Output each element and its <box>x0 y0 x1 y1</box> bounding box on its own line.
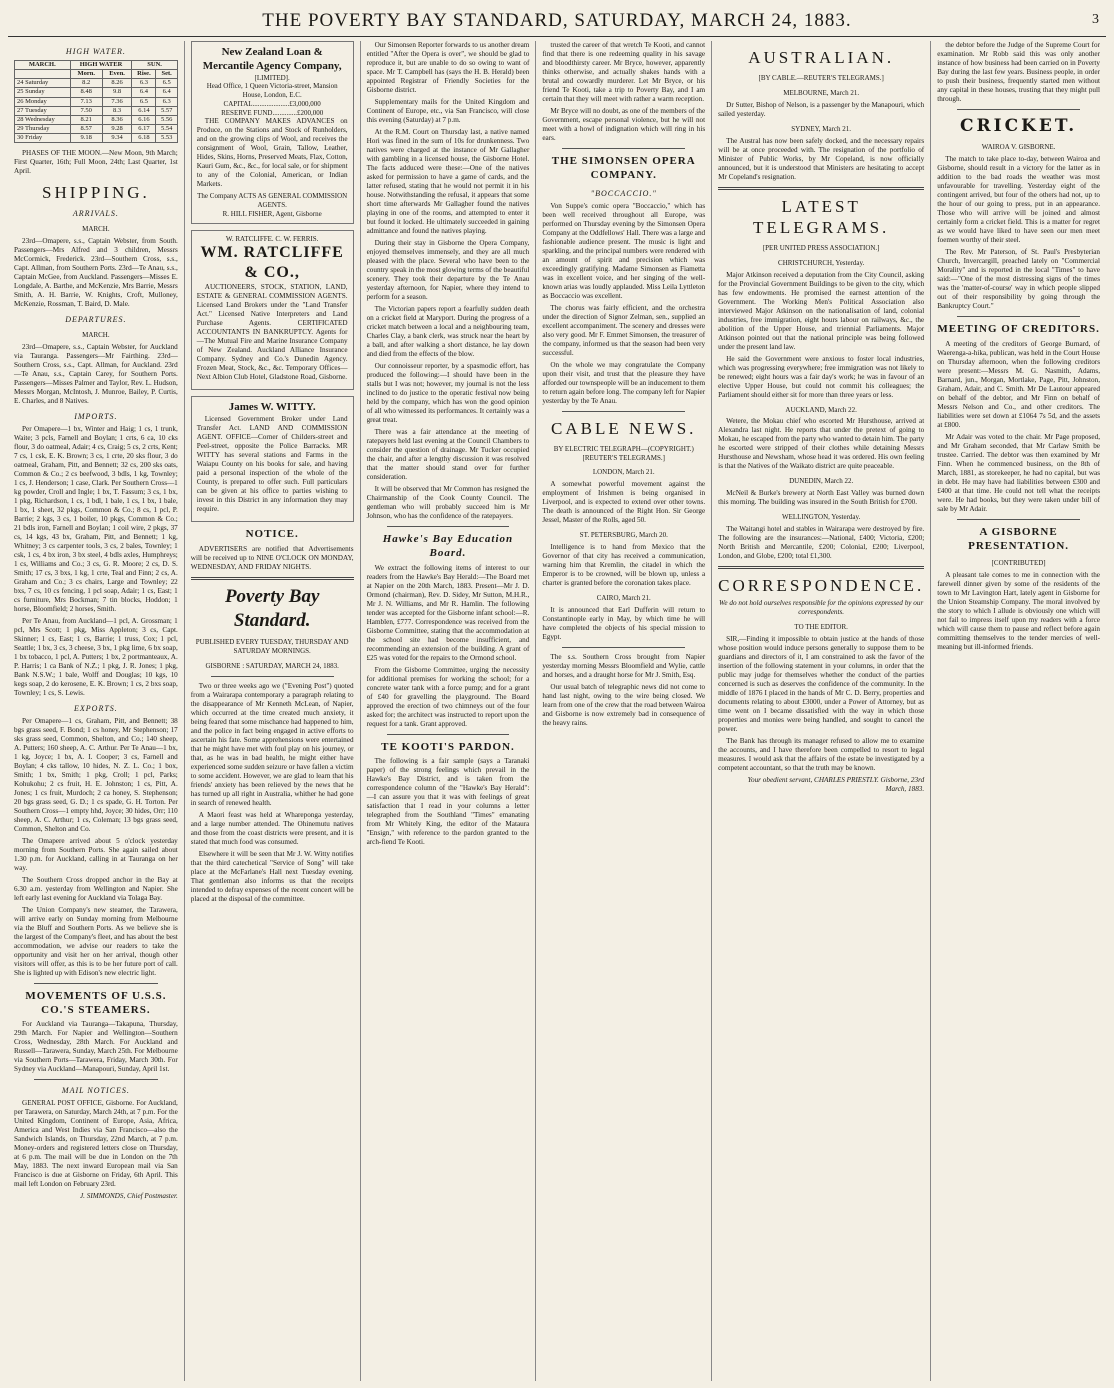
tide-col-header: SUN. <box>132 61 177 70</box>
masthead-title: THE POVERTY BAY STANDARD, SATURDAY, MARCH 24, 1883. <box>262 10 852 31</box>
tide-cell: 6.18 <box>132 134 156 143</box>
double-rule <box>718 187 924 190</box>
notice-body: ADVERTISERS are notified that Advertisements will be received up to NINE O'CLOCK ON MONDAY, WEDNESDAY, AND FRIDAY NIGHTS. <box>190 544 354 571</box>
correspondence-signature: Your obedient servant, CHARLES PRIESTLY. Gisborne, 23rd March, 1883. <box>747 775 925 793</box>
news-para: Supplementary mails for the United Kingdom and Continent of Europe, etc., via San Francisco, will close this evening (Saturday) at 7 p.m. <box>366 98 530 124</box>
arrivals-heading: ARRIVALS. <box>72 209 119 219</box>
page-number: 3 <box>1092 12 1100 27</box>
tide-cell: 8.21 <box>70 115 102 124</box>
dateline-christchurch: CHRISTCHURCH, Yesterday. <box>778 258 865 267</box>
shipping-para-1: The Omapere arrived about 5 o'clock yesterday morning from Southern Ports. She again sailed about 1.30 p.m. for Auckland, calling in at Tauranga on her way. <box>14 836 178 872</box>
imports-text-2: Per Te Anau, from Auckland—1 pcl, A. Grossman; 1 pcl, Mrs Scott; 1 pkg, Miss Appleton; 3 cs, Capt. Skinner; 1 cs, East; 1 cs, Barrie; 1 truss, Cox; 1 pcl, Seattle; 1 bx, 3 cs, 3 cheese, 3 bx, 1 pkg lime, 6 bx soap, 1 bx tobacco, 1 pcl, A. Putters; 1 bx, 2 portmanteaux, A. P. Harris; 1 ca Bank of N.Z.; 1 pkg, J. R. Jones; 1 pkg, Bank N.S.W.; 1 bale, Wolff and Douglas; 10 kgs, 10 kegs soap, 2 do kerosene, E. K. Brown; 1 cs, 2 bxs soap, Townley; 1 cs, S. Lewis. <box>14 616 178 697</box>
advert-subtitle: [LIMITED]. <box>254 73 290 82</box>
presentation-subheading: [CONTRIBUTED] <box>991 559 1046 568</box>
tide-cell: 9.18 <box>70 134 102 143</box>
education-board-text-2: From the Gisborne Committee, urging the necessity for additional premises for working the school; for a concrete water tank with a force pump; and for a grant of £40 for gravelling the playground. The Board approved the erection of two chimneys out of the four asked for; the architect was instructed to report upon the request for a tank. Grant approved. <box>366 665 530 728</box>
correspondence-text: SIR,—Finding it impossible to obtain justice at the hands of those whose position would induce persons generally to suppose them to be guardians and directors of it, I am constrained to ask the favor of the insertion of the following statement in your columns, in order that the public may judge for themselves whether the conduct of the parties concerned is such as deserves the confidence of the community. In the middle of 1876 I placed in the hands of Mr C. D. Berry, properties and documents relating to about £3000, under a Power of Attorney, but as time went on I became dissatisfied with the way in which those properties and monies were being handled, and sought to cancel the power. <box>718 634 925 733</box>
tide-row <box>15 79 178 88</box>
news-para: trusted the career of that wretch Te Kooti, and cannot find that there is one redeeming quality in his savage and bloodthirsty career. Mr Bryce, however, apparently thinks otherwise, and actually shakes hands with a brutal and cowardly murderer. Let Mr Bryce, or his friend Te Kooti, take a trip to Poverty Bay, and I am certain that they will meet with rather a warm reception. <box>542 41 706 103</box>
tide-cell: 6.5 <box>132 97 156 106</box>
column-6 <box>930 41 1106 1381</box>
tide-cell: 6.3 <box>132 79 156 88</box>
column-5 <box>711 41 930 1381</box>
tide-col-header: HIGH WATER <box>70 61 132 70</box>
postmaster-signature: J. SIMMONDS, Chief Postmaster. <box>79 1192 178 1201</box>
news-para: the debtor before the Judge of the Supreme Court for examination. Mr Robb said this was only another instance of how business had been carried on in Poverty Bay during the last few years. Business people, in order to push their business, frequently started men without any capital in these houses, trusting that they might pull through. <box>937 41 1100 103</box>
tide-cell: 24 Saturday <box>15 79 71 88</box>
news-para: The Rev. Mr Paterson, of St. Paul's Presbyterian Church, Invercargill, preached lately on "Commercial Morality" and is reported in the local "Times" to have said:—"One of the most distressing signs of the times was the 'matter-of-course' way in which people slipped out of their responsibility by going through the Bankruptcy Court." <box>937 248 1100 310</box>
opera-heading: THE SIMONSEN OPERA COMPANY. <box>551 155 696 181</box>
tide-cell: 5.57 <box>156 106 177 115</box>
tide-cell: 29 Thursday <box>15 124 71 133</box>
divider <box>562 411 685 412</box>
tide-cell: 9.8 <box>102 88 132 97</box>
kooti-pardon-heading: TE KOOTI'S PARDON. <box>381 740 515 753</box>
dateline-wellington: WELLINGTON, Yesterday. <box>781 513 861 521</box>
arrivals-month: MARCH. <box>82 225 110 234</box>
cairo-text: It is announced that Earl Dufferin will return to Constantinople early in May, by which time he will have completed the objects of his special mission to Egypt. <box>542 605 706 641</box>
dateline-melbourne: MELBOURNE, March 21. <box>783 89 860 97</box>
tide-table <box>14 60 178 143</box>
departures-text: 23rd—Omapere, s.s., Captain Webster, for Auckland via Tauranga. Passengers—Mr Fairthing. 23rd—Southern Cross, s.s., Capt. Allman, for Auckland. 23rd—Te Anau, s.s., Captain Carey, for Southern Ports. Passengers—Misses Palmer and Taylor, Rev. L. Hudson, Messrs Morgan, McIntosh, J. Munroe, Bailey, P. Curtis, E. Charles, and 8 Natives. <box>14 342 178 405</box>
kooti-pardon-text: The following is a fair sample (says a Taranaki paper) of the strong feelings which prevail in the Hawke's Bay District, and is taken from the correspondence column of the "Hawke's Bay Herald":—I can assure you that it was with feelings of great satisfaction that I read in your columns a letter telegraphed from the Southland "Times" emanating from Mr Whitely King, the editor of the Mataura "Ensign," with reference to the pardon granted to the arch-fiend Te Kooti. <box>366 757 530 847</box>
correspondence-note: We do not hold ourselves responsible for the opinions expressed by our correspondents. <box>719 599 924 616</box>
news-para: At the R.M. Court on Thursday last, a native named Hori was fined in the sum of 10s for drunkenness. Two natives were charged at the instance of Mr Gallagher with gambling in a licensed house, the Gisborne Hotel. The facts adduced were these:—One of the natives asked for permission to have a game of cards, and the latter refused, stating that he would not permit it in his house. Notwithstanding the refusal, it appears that some short time afterwards Mr Gallagher found the natives playing in one of the rooms, and attempted to enter it but found it locked. He ultimately succeeded in gaining admittance and found the natives playing. <box>366 128 530 235</box>
tide-subheader: Morn. <box>70 70 102 79</box>
tide-subheader: Set. <box>156 70 177 79</box>
tide-cell: 5.54 <box>156 124 177 133</box>
divider <box>387 526 510 527</box>
tide-cell: 25 Sunday <box>15 88 71 97</box>
shipping-para-3: The Union Company's new steamer, the Tarawera, will arrive early on Sunday morning from Melbourne via the Bluff and Southern Ports. As we believe she is the largest of the Company's fleet, and has about the best accommodation, we advise our readers to take the opportunity and visit her on her arrival, though other visitors will offer, as this is to be her future port of call. She is lighted up with Edison's new electric light. <box>14 905 178 977</box>
dateline-petersburg: ST. PETERSBURG, March 20. <box>579 531 668 539</box>
dunedin-text: McNeil & Burke's brewery at North East Valley was burned down this morning. The building was insured in the South British for £700. <box>718 489 925 506</box>
cricket-heading: CRICKET. <box>959 116 1078 136</box>
advert-body: AUCTIONEERS, STOCK, STATION, LAND, ESTATE & GENERAL COMMISSION AGENTS. Licensed Land Brokers under the "Land Transfer Act." Licensed Native Interpreters and Land Purchase Agents. CERTIFICATED ACCOUNTANTS IN BANKRUPTCY. Agents for—The Mutual Fire and Marine Insurance Company of New Zealand. Auckland Alliance Insurance Company. Sydney and Co.'s Dunedin Agency. Frozen Meat, Stock, &c., &c. Temporary Offices—Next Albion Club Hotel, Gladstone Road, Gisborne. <box>196 283 348 382</box>
tide-cell: 6.4 <box>156 88 177 97</box>
news-para: During their stay in Gisborne the Opera Company, enjoyed themselves immensely, and they are all much pleased with the place. Several who have been to the country speak in the most glowing terms of the beautiful scenery. They took their departure by the Te Anau yesterday afternoon, for Napier, where they intend to perform for a season. <box>366 239 530 301</box>
creditors-text: A meeting of the creditors of George Burnard, of Waerenga-a-hika, publican, was held in the Court House on Thursday afternoon, when the following creditors were present:—Messrs M. G. Nasmith, Adams, Barnard, jun., Morgan, Mortlake, Page, Pitt, Johnston, Graham, Adair, and C. Smith. Mr De Lautour appeared on behalf of the debtor, and Mr Finn on behalf of Messrs Nelson and Co., and other creditors. The liabilities were set down at £1064 7s 5d, and the assets at £800. <box>937 339 1100 429</box>
divider <box>957 316 1080 317</box>
tide-cell: 7.13 <box>70 97 102 106</box>
tide-cell: 6.4 <box>132 88 156 97</box>
advert-office: Head Office, 1 Queen Victoria-street, Mansion House, London, E.C. <box>206 82 338 99</box>
sydney-text: The Austral has now been safely docked, and the necessary repairs will be at once proceeded with. The resignation of the portfolio of Minister of Public Works, by Mr Copeland, is now officially announced, but it is understood that Ministers are hesitating to accept Mr Copeland's resignation. <box>718 136 925 181</box>
news-para: Our connoisseur reporter, by a spasmodic effort, has produced the following:—I should have been in the stalls but I was not; however, my journal is not the less inclined to do justice to the operatic festival now being held by the company, which has won the good opinion of all who witnessed its performances. It certainly was a great treat. <box>366 362 530 424</box>
tide-cell: 5.56 <box>156 115 177 124</box>
tide-subheader <box>15 70 71 79</box>
melbourne-text: Dr Sutter, Bishop of Nelson, is a passenger by the Manapouri, which sailed yesterday. <box>718 100 925 118</box>
australian-subheading: [BY CABLE.—REUTER'S TELEGRAMS.] <box>758 74 884 83</box>
divider <box>387 734 510 735</box>
tide-cell: 8.2 <box>70 79 102 88</box>
news-para: Elsewhere it will be seen that Mr J. W. Witty notifies that the third catechetical "Service of Song" will take place at the McFarlane's Hall next Tuesday evening. That gentleman also informs us that the receipts intended to defray expenses of the recent concert will be placed at the disposal of the committee. <box>190 849 354 903</box>
opera-text: Von Suppe's comic opera "Boccaccio," which has been well received throughout all Europe, was performed on Thursday evening by the Simonsen Opera Company at the Oddfellows' Hall. There was a large and fashionable audience present. The music is light and sparkling, and the principal numbers were rendered with an amount of spirit and precision which was exceedingly gratifying. Madame Simonsen as Fiametta was in excellent voice, and her singing of the well-known arias was loudly applauded. Miss Leila Lyttleton as Boccaccio was excellent. <box>542 201 706 300</box>
news-para: Mr Bryce will no doubt, as one of the members of the Government, escape personal violence, but he will not meet with a howl of indignation which will ring in his ears. <box>542 107 706 142</box>
christchurch-text-2: He said the Government were anxious to foster local industries, which was progressing everywhere; free immigration was not likely to be renewed; eight hours was a fair day's work; he was in favour of an elective Upper House, but could not commit his colleagues; the Parliament should either sit for more than three years or less. <box>718 354 925 399</box>
dateline-london: LONDON, March 21. <box>592 468 655 477</box>
opera-subheading: "BOCCACCIO." <box>590 188 657 198</box>
movements-heading: MOVEMENTS OF U.S.S. CO.'S STEAMERS. <box>25 989 167 1016</box>
column-1 <box>8 41 184 1381</box>
tide-heading: HIGH WATER. <box>65 47 126 56</box>
wellington-text: The Waitangi hotel and stables in Wairarapa were destroyed by fire. The following are the insurances:—National, £400; Victoria, £200; North British and Mercantile, £200; Colonial, £200; Liverpool, London, and Globe, £200; total £1,300. <box>718 524 925 560</box>
column-4 <box>535 41 711 1381</box>
opera-text-3: On the whole we may congratulate the Company upon their visit, and trust that the pleasure they have afforded our townspeople will be an inducement to them to return again before long. The company left for Napier yesterday by the Te Anau. <box>542 360 706 405</box>
christchurch-text: Major Atkinson received a deputation from the City Council, asking for the Provincial Government Buildings to be given to the city, which has few endowments. He promised the earnest attention of the Government. The Working Men's Political Association also interviewed Major Atkinson on the nationalisation of land, colonial industries, free immigration, eight hours labour on railways, &c., the abolition of the Upper House, and triennial Parliaments. Major Atkinson pointed out that the national principle was being followed under the present land law. <box>718 270 925 351</box>
news-para: The s.s. Southern Cross brought from Napier yesterday morning Messrs Bloomfield and Wylie, cattle and horses, and a draught horse for Mr J. Smith, Esq. <box>542 652 706 679</box>
auckland-text: Wetere, the Mokau chief who escorted Mr Hursthouse, arrived at Alexandra last night. He reports that under the pretext of going to Mokau, he escaped from the party who wanted to detain him. The party he escorted were stripped of their clothes while detaining Messrs Hursthouse and Newsham, whose head it was ordered. His own feeling is that the Natives of the Waikato district are quite peaceable. <box>718 417 925 471</box>
double-rule <box>191 577 354 580</box>
australian-heading: AUSTRALIAN. <box>748 48 895 67</box>
tide-col-header: MARCH. <box>15 61 71 70</box>
advert-names: W. RATCLIFFE. C. W. FERRIS. <box>225 234 319 243</box>
tide-cell: 6.5 <box>156 79 177 88</box>
tide-cell: 8.3 <box>102 106 132 115</box>
tide-row <box>15 97 178 106</box>
tide-row <box>15 134 178 143</box>
tide-cell: 27 Tuesday <box>15 106 71 115</box>
advert-agent: R. HILL FISHER, Agent, Gisborne <box>222 209 322 218</box>
presentation-text: A pleasant tale comes to me in connection with the farewell dinner given by some of the residents of the town to Mr Lavington Hart, lately agent in Gisborne for the Union Steamship Company. The moral involved by the story to which I allude is obviously one which will not fail to impress itself upon my readers with a force which will cause them to pause and reflect before again committing themselves to the tender mercies of well-meaning but ill-informed friends. <box>937 571 1100 651</box>
education-board-heading: Hawke's Bay Education Board. <box>382 533 514 559</box>
tide-cell: 30 Friday <box>15 134 71 143</box>
petersburg-text: Intelligence is to hand from Mexico that the Governor of that city has received a communication, warning him that Kremlin, the citadel in which the Emperor is to be crowned, will be blown up, unless a charter is granted before the coronation takes place. <box>542 542 706 587</box>
dateline-sydney: SYDNEY, March 21. <box>791 124 852 133</box>
news-para: Our usual batch of telegraphic news did not come to hand last night, owing to the wire being closed. We learn from one of the crew that the road between Wairoa and Gisborne is now extremely bad in consequence of the heavy rains. <box>542 682 706 727</box>
advert-title: New Zealand Loan & Mercantile Agency Company, <box>202 46 342 72</box>
divider <box>211 676 334 677</box>
divider <box>957 109 1080 110</box>
advert-title: James W. WITTY. <box>228 401 316 414</box>
loan-agency-advert <box>191 41 354 224</box>
dateline: GISBORNE : SATURDAY, MARCH 24, 1883. <box>205 661 339 670</box>
arrivals-text: 23rd—Omapere, s.s., Captain Webster, from South. Passengers—Mrs Alfred and 3 children, Messrs McCormick, Frederick. 23rd—Southern Cross, s.s., Capt. Allman, from Southern Ports. 23rd—Te Anau, s.s., Captain McGee, from Auckland. Passengers—Misses E. Longdale, A. Barthe, and McKenzie, Mrs Barrie, Messrs Smith, A. H. Barrie, W. Knights, Croft, Mulloney, McKenzie, Rossman, T. Baird, D. Male. <box>14 237 178 309</box>
presentation-heading: A GISBORNE PRESENTATION. <box>968 525 1070 552</box>
news-para: There was a fair attendance at the meeting of ratepayers held last evening at the Council Chambers to consider the question of drainage. Mr Tucker occupied the chair, and after a lengthy discussion it was resolved that the matter should stand over for further consideration. <box>366 428 530 481</box>
news-para: Our Simonsen Reporter forwards to us another dream entitled "After the Opera is over", we should be glad to reproduce it, but are unable to do so owing to want of space. Mr T. Campbell has (says the H. B. Herald) been appointed Registrar of Friendly Societies for the Gisborne district. <box>366 41 530 94</box>
cricket-subheading: WAIROA V. GISBORNE. <box>981 143 1056 152</box>
advert-body: Licensed Government Broker under Land Transfer Act. LAND AND COMMISSION AGENT. OFFICE—Corner of Childers-street and Peel-street, opposite the Police Barracks. MR WITTY has several stations and Farms in the Waiapu County on his books for sale, and having paid a personal inspection of the whole of the County, is prepared to offer such. Full particulars can be given at his office to parties wishing to invest in this District in any information they may require. <box>196 415 348 513</box>
tide-cell: 8.48 <box>70 88 102 97</box>
creditors-heading: MEETING OF CREDITORS. <box>937 323 1100 335</box>
notice-heading: NOTICE. <box>245 528 299 540</box>
tide-cell: 8.36 <box>102 115 132 124</box>
paper-title: Poverty Bay Standard. <box>224 585 320 631</box>
divider <box>34 983 158 984</box>
tide-cell: 7.50 <box>70 106 102 115</box>
education-board-text: We extract the following items of interest to our readers from the Hawke's Bay Herald:—The Board met at Napier on the 20th March, 1883. Present—Mr J. D. Ormond (chairman), Rev. D. Sidey, Mr Sutton, M.H.R., Mr J. N. Williams, and Mr R. Hamlin. The following tender was accepted for the Gisborne infant school:—R. Hamblen, £777. Correspondence was received from the Gisborne Committee, stating that the accommodation at the school site had become insufficient, and recommending an extension of the building. A grant of £25 was voted for the repairs to the Ormond school. <box>366 563 530 662</box>
divider <box>957 519 1080 520</box>
imports-text: Per Omapere—1 bx, Winter and Haig; 1 cs, 1 trunk, Waite; 3 pcls, Farnell and Boylan; 1 crts, 6 ca, 10 cks flour, 3 do oatmeal, Adair; 4 cs, Craig; 5 cs, 2 crts, Kent; 7 cs, 1 csk, E. K. Brown; 3 cs, 1 crte, 20 sks flour, 3 do oatmeal, Graham, Pitt, and Bennett; 32 cs, 200 sks oats, Common & Co.; 2 cs beefwood, 3 bdls, 1 kg, Townley; 1 cs, J. Henderson; 1 case, Clark. Per Southern Cross—1 kg powder, Croll and Ingle; 1 bx, T. Fassum; 3 cs, 1 bx, 1 pkg, Richardson, 1 cs, 1 bdl, 1 bale, 1 cs, 1 bx, 1 bale, 1 bx, 1 sheet, 32 pkgs, Common & Co.; 8 cs, 1 pcl, P. Barrie; 2 kgs, 3 cs, 1 boiler, 10 pkgs, Common & Co.; 21 bdls iron, Farnell and Boylan; 1 coil wire, 2 pkgs, 37 cs, 14 kgs, 43 bx, Graham, Pitt, and Bennett; 1 kg, Whitney; 3 cs carpenter tools, 3 cs, 2 bales, Townley; 1 csk, 1 cs, 4 bx iron, 3 bx steel, 4 bdls axles, Humphreys; 1 cs, Williams and Co.; 3 cs, G. R. Moore; 2 cs, D. S. Smith; 17 cs, 3 bxs, 1 kg, 1 crte, Teal and Finn; 2 cs, A. Graham and Co.; 3 cs chairs, Large and Townley; 22 bxs, 7 cs, 10 cs fencing, 1 pcl soap, Adair; 1 cs, East; 1 cs furniture, Mrs Bockman; 7 tin blocks, Hoddon; 1 horse, Bloomfield; 2 horses, Smith. <box>14 424 178 613</box>
tide-cell: 8.57 <box>70 124 102 133</box>
tide-cell: 6.3 <box>156 97 177 106</box>
divider <box>34 1079 158 1080</box>
tide-cell: 26 Monday <box>15 97 71 106</box>
advert-body: THE COMPANY MAKES ADVANCES on Produce, on the Stations and Stock of Runholders, and on the growing clips of Wool, and receives the consignment of Wool, Grain, Tallow, Leather, Hides, Skins, Horns, Preserved Meats, Flax, Cotton, Kauri Gum, &c., &c., for local sale, or for shipment to any of the Colonial, American, or Indian Markets. <box>196 117 348 189</box>
tide-row <box>15 115 178 124</box>
news-para: It will be observed that Mr Common has resigned the Chairmanship of the Cook County Council. The gentleman who will probably succeed him is Mr Johnson, who has the confidence of the ratepayers. <box>366 485 530 520</box>
news-para: The Victorian papers report a fearfully sudden death on a cricket field at Maryport. During the progress of a cricket match between a local and a neighbouring team, Charles Clay, a bank clerk, was struck near the heart by a ball, and after walking a short distance, he lay down and died from the effects of the blow. <box>366 305 530 358</box>
latest-telegrams-subheading: [PER UNITED PRESS ASSOCIATION.] <box>762 244 880 252</box>
masthead <box>8 10 1106 37</box>
double-rule <box>718 566 924 569</box>
tide-cell: 6.17 <box>132 124 156 133</box>
latest-telegrams-heading: LATEST TELEGRAMS. <box>753 196 890 237</box>
exports-heading: EXPORTS. <box>74 703 118 713</box>
witty-advert <box>191 396 354 522</box>
advert-capital: CAPITAL.....................£3,000,000 <box>223 99 321 108</box>
tide-row <box>15 106 178 115</box>
tide-cell: 6.14 <box>132 106 156 115</box>
movements-text: For Auckland via Tauranga—Takapuna, Thursday, 29th March. For Napier and Wellington—Southern Cross, Wednesday, 28th March. For Auckland and Russell—Tarawera, Sunday, March 25th. For Melbourne via Southern Ports—Tarawera, Friday, March 30th. For Sydney via Auckland—Manapouri, Sunday, April 1st. <box>14 1020 178 1074</box>
publishing-note: PUBLISHED EVERY TUESDAY, THURSDAY AND SATURDAY MORNINGS. <box>195 638 349 655</box>
column-3 <box>360 41 536 1381</box>
cable-news-heading: CABLE NEWS. <box>551 418 697 438</box>
cricket-text: The match to take place to-day, between Wairoa and Gisborne, should result in a victory for the latter as in addition to the bad roads the weather was most unfavourable for travelling. Yesterday eight of the contingent arrived, but four of the others had not, up to the hour of our going to press, put in an appearance. Those who will arrive will be joined and almost certainly form a cricket field. This is a matter for regret as we would have liked to have seen our men meet foemen worthy of their steel. <box>937 155 1100 244</box>
ratcliffe-advert <box>191 230 354 391</box>
tide-cell: 8.26 <box>102 79 132 88</box>
shipping-para-2: The Southern Cross dropped anchor in the Bay at 6.30 a.m. yesterday from Wellington and Napier. She left early last evening for Auckland via Tolaga Bay. <box>14 875 178 902</box>
tide-cell: 9.28 <box>102 124 132 133</box>
correspondence-heading: CORRESPONDENCE. <box>718 575 925 595</box>
divider <box>562 647 685 648</box>
advert-reserve: RESERVE FUND..............£200,000 <box>221 108 324 117</box>
tide-cell: 28 Wednesday <box>15 115 71 124</box>
tide-subheader-row <box>15 70 178 79</box>
opera-text-2: The chorus was fairly efficient, and the orchestra under the direction of Signor Zelman, sen., supplied an excellent accompaniment. The scenery and dresses were also very good. Mr F. Emmet Simonsen, the treasurer of the company, informed us that the season had been very successful. <box>542 303 706 357</box>
moon-phases: PHASES OF THE MOON.—New Moon, 9th March; First Quarter, 16th; Full Moon, 24th; Last Quarter, 1st April. <box>14 149 178 176</box>
tide-row <box>15 88 178 97</box>
editorial-text: Two or three weeks ago we ("Evening Post") quoted from a Wairarapa contemporary a paragraph relating to the disappearance of Mr Kenneth McLean, of Napier, which occurred at the time created much anxiety, it being feared that some mischance had happened to him, and the police in fact being engaged in active efforts to ascertain his fate. Some apprehensions were entertained that he might have met with foul play on his journey, or that, as he was in bad health, he might either have experienced some sudden seizure or have fallen a victim to some accident. However, we are glad to learn that his friends' anxiety has been relieved by the news that he has turned up all right in Australia, whither he had gone in search of renewed health. <box>190 681 354 807</box>
tide-cell: 7.36 <box>102 97 132 106</box>
dateline-dunedin: DUNEDIN, March 22. <box>789 477 854 486</box>
london-text: A somewhat powerful movement against the employment of Irishmen is being organised in Liverpool, and is expected to extend over other towns. The death is announced of the Right Hon. Sir George Jessel, Master of the Rolls, aged 50. <box>542 480 706 524</box>
shipping-heading: SHIPPING. <box>42 183 150 203</box>
to-the-editor: TO THE EDITOR. <box>794 623 848 631</box>
advert-title: WM. RATCLIFFE & CO., <box>200 244 344 282</box>
imports-heading: IMPORTS. <box>74 411 118 421</box>
tide-cell: 6.16 <box>132 115 156 124</box>
column-2 <box>184 41 360 1381</box>
mail-heading: MAIL NOTICES. <box>61 1086 130 1096</box>
departures-heading: DEPARTURES. <box>65 315 127 325</box>
tide-cell: 9.34 <box>102 134 132 143</box>
exports-text: Per Omapere—1 cs, Graham, Pitt, and Bennett; 38 bgs grass seed, F. Bond; 1 cs honey, Mr Stephenson; 17 sks grass seed, Common, Shelton, and Co.; 140 sheep, A. Putters; 160 sheep, A. C. Arthur. Per Te Anau—1 bx, 1 kg, Joyce; 1 bx, A. I. Cooper; 3 cs, Farnell and Boylan; 4 cks tallow, 10 hides, N. Z. L. Co.; 1 box, Smith; 1 bx, Smith; 1 pkg, Croll; 1 pcl, Parks; Kohukohu; 2 cs fruit, H. E. Johnston; 1 cs, Pitt, A. Jones; 1 cs fruit, Murdoch; 2 ca honey, S. Stephenson; 20 bgs grass seed, G. D.; 1 cs spade, G. H. Torton. Per Southern Cross—1 empty hhd, Joyce; 30 hides, Orr; 110 sheep, A. C. Arthur; 1 cs, Coleman; 13 bgs grass seed, Common, Shelton and Co. <box>14 716 178 833</box>
divider <box>562 148 685 149</box>
tide-subheader: Rise. <box>132 70 156 79</box>
mail-text: GENERAL POST OFFICE, Gisborne. For Auckland, per Tarawera, on Saturday, March 24th, at 7 p.m. For the United Kingdom, Continent of Europe, Asia, Africa, America and West Indies via San Francisco—also the Sandwich Islands, on Thursday, 22nd March, at 7 p.m. Money-orders and registered letters close on Thursday, at 6 p.m. The mail will be due in London on the 7th May, 1883. The next inward European mail via San Francisco is due at Gisborne on Friday, 6th April. This mail left London on February 23rd. <box>14 1099 178 1189</box>
creditors-text-2: Mr Adair was voted to the chair. Mr Page proposed, and Mr Graham seconded, that Mr Carlaw Smith be trustee. Carried. The debtor was then examined by Mr Finn. When he commenced business, on the 8th of March, 1881, as storekeeper, he had no capital, but was in debt. He may have had liabilities between £300 and £400 at that time. He could not tell what the receipts were. He had books, but they were taken under bill of sale by Mr Adair. <box>937 432 1100 513</box>
correspondence-text-2: The Bank has through its manager refused to allow me to examine the accounts, and I have therefore been compelled to resort to legal measures. I would ask that the affairs of the estate be investigated by a competent accountant, so that the truth may be known. <box>718 736 925 772</box>
tide-cell: 5.53 <box>156 134 177 143</box>
cable-news-subheading: BY ELECTRIC TELEGRAPH—(COPYRIGHT.) [REUTER'S TELEGRAMS.] <box>553 444 694 462</box>
dateline-cairo: CAIRO, March 21. <box>596 593 651 602</box>
departures-month: MARCH. <box>82 331 110 340</box>
tide-header-row <box>15 61 178 70</box>
tide-row <box>15 124 178 133</box>
advert-agent-line: The Company ACTS AS GENERAL COMMISSION AGENTS. <box>197 192 348 209</box>
dateline-auckland: AUCKLAND, March 22. <box>785 405 857 414</box>
news-para: A Maori feast was held at Whareponga yesterday, and a large number attended. The Ohinemutu natives and those from the coast districts were present, and it is stated that much food was consumed. <box>190 810 354 846</box>
tide-subheader: Even. <box>102 70 132 79</box>
columns <box>8 41 1106 1381</box>
